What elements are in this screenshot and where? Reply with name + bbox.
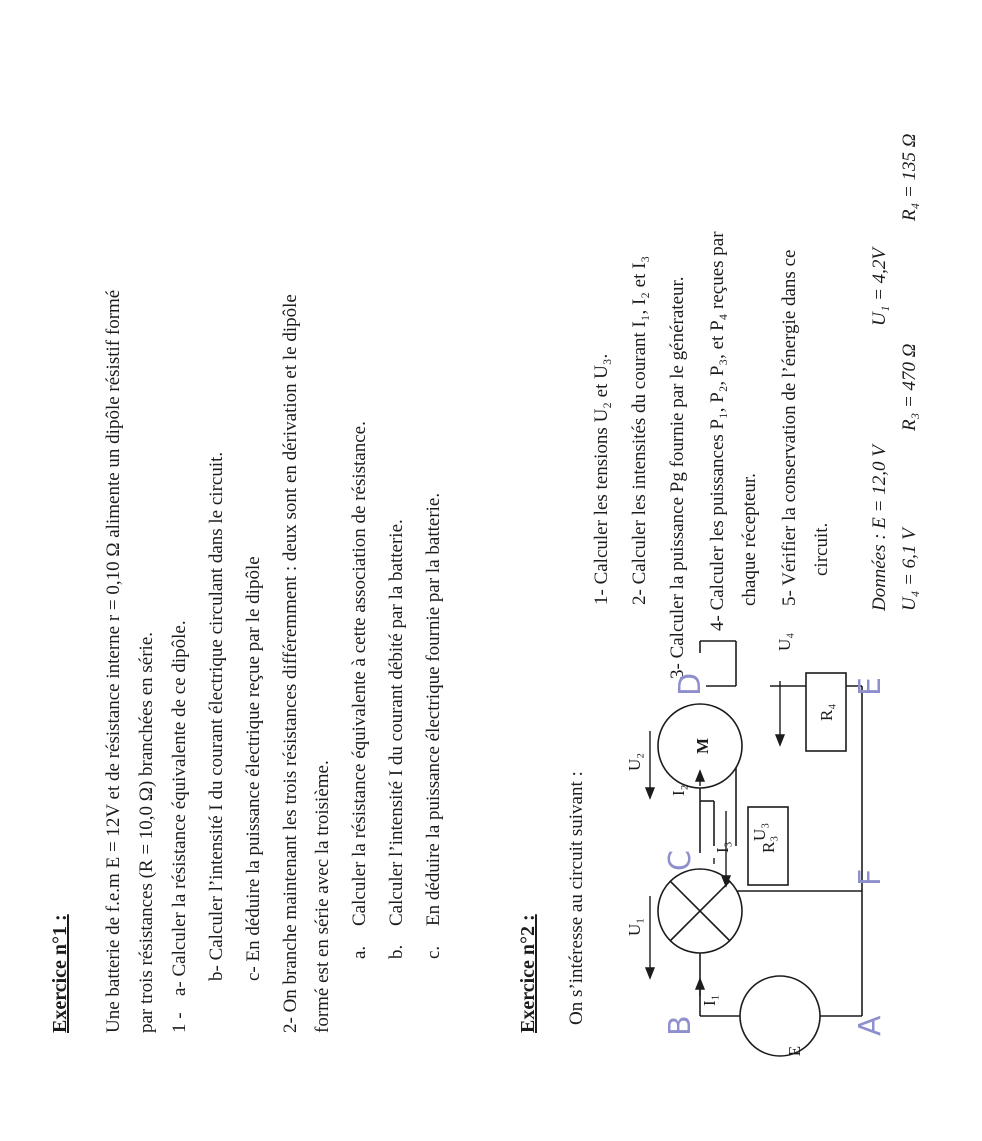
- ex1-q2c-letter: c.: [423, 945, 444, 959]
- exercise-2-title: Exercice n°2 :: [517, 914, 539, 1033]
- ex2-q2: 2- Calculer les intensités du courant I₁, I₂ et I₃: [629, 255, 650, 605]
- node-f: F: [853, 868, 888, 886]
- ex2-q5-line-1: 5- Vérifier la conservation de l’énergie dans ce: [779, 249, 800, 606]
- label-u4: U₄: [775, 632, 794, 651]
- node-c: C: [663, 850, 698, 871]
- ex2-q3: 3- Calculer la puissance Pg fournie par le générateur.: [667, 276, 688, 679]
- ex1-intro-line-1: Une batterie de f.e.m E = 12V et de résistance interne r = 0,10 Ω alimente un dipôle résistif formé: [103, 289, 124, 1033]
- node-a: A: [853, 1015, 888, 1036]
- label-u3: U₃: [750, 822, 769, 841]
- ex2-data-line-1: Données : E = 12,0 V: [869, 445, 890, 611]
- label-i3: I₃: [713, 841, 732, 853]
- ex1-q2-line-1: 2- On branche maintenant les trois résistances différemment : deux sont en dérivation et le dipôle: [280, 294, 301, 1033]
- ex1-q1c: c- En déduire la puissance électrique reçue par le dipôle: [243, 556, 264, 981]
- ex2-data-u4: U₄ = 6,1 V: [899, 528, 920, 611]
- label-e: E: [785, 1045, 804, 1057]
- ex2-q1: 1- Calculer les tensions U₂ et U₃.: [591, 353, 612, 605]
- label-motor: M: [693, 737, 712, 755]
- ex2-q4-line-1: 4- Calculer les puissances P₁, P₂, P₃, et P₄ reçues par: [707, 231, 728, 631]
- lamp-symbol: [658, 869, 742, 953]
- label-r4: R₄: [817, 703, 836, 721]
- exercise-1-title: Exercice n°1 :: [49, 914, 71, 1033]
- label-u2: U₂: [625, 752, 644, 771]
- ex1-q2a-letter: a.: [349, 945, 370, 959]
- ex2-q5-line-2: circuit.: [811, 522, 832, 576]
- ex2-q4-line-2: chaque récepteur.: [739, 473, 760, 606]
- ex1-intro-line-2: par trois résistances (R = 10,0 Ω) branchées en série.: [136, 631, 157, 1033]
- ex1-q2b: Calculer l’intensité I du courant débité par la batterie.: [386, 519, 407, 926]
- node-e: E: [853, 677, 888, 696]
- generator-symbol: [740, 976, 820, 1056]
- ex1-q2c: En déduire la puissance électrique fournie par la batterie.: [423, 492, 444, 926]
- ex1-q2-line-2: formé est en série avec la troisième.: [312, 760, 333, 1033]
- ex2-data-r4: R₄ = 135 Ω: [899, 133, 920, 221]
- ex2-data-r3: R₃ = 470 Ω: [899, 343, 920, 431]
- node-b: B: [663, 1015, 698, 1036]
- label-u1: U₁: [625, 917, 644, 936]
- ex1-q1a: a- Calculer la résistance équivalente de ce dipôle.: [169, 620, 190, 996]
- ex2-data-u1: U₁ = 4,2V: [869, 247, 890, 326]
- label-r3: R₃: [759, 835, 778, 853]
- label-i2: I₂: [669, 784, 688, 796]
- ex2-intro: On s’intéresse au circuit suivant :: [566, 771, 587, 1025]
- ex1-q1-number: 1 -: [169, 1012, 190, 1033]
- ex1-q2b-letter: b.: [386, 944, 407, 959]
- label-i1: I₁: [700, 994, 719, 1006]
- ex1-q2a: Calculer la résistance équivalente à cette association de résistance.: [349, 421, 370, 926]
- ex1-q1b: b- Calculer l’intensité I du courant électrique circulant dans le circuit.: [206, 451, 227, 981]
- node-d: D: [673, 672, 708, 696]
